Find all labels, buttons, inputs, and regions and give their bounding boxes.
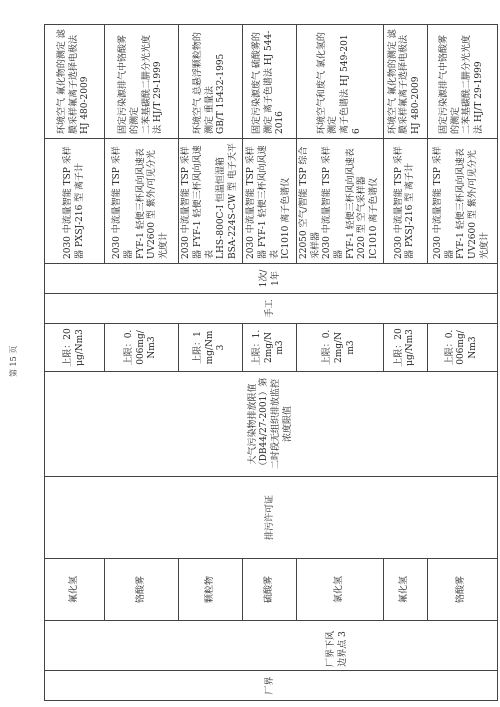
- analysis-method-cell: 固定污染源废气 硫酸雾的测定 离子色谱法 HJ 544-2016: [243, 25, 297, 139]
- table-row: [297, 25, 384, 701]
- pollutant-cell: 氟化氢: [45, 559, 105, 621]
- table-row: [243, 25, 297, 701]
- analysis-method-cell: 固定污染源排气中铬酸雾的测定 二苯基碳酰二肼分光光度法 HJ/T 29-1999: [105, 25, 179, 139]
- monitoring-table: [44, 24, 498, 701]
- instrument-cell: 2030 中流量智能 TSP 采样器 FYF-1 轻便三杯风向风速表 LHS-800C-I 恒温恒湿箱 BSA-224S-CW 型 电子天平: [179, 139, 243, 264]
- instrument-cell: 2030 中流量智能 TSP 采样器 FYF-1 轻便三杯风向风速表 UV2600 型 紫外/可见分光光度计: [427, 139, 497, 264]
- pollutant-cell: 硫酸雾: [243, 559, 297, 621]
- category-cell: 厂界: [45, 671, 498, 701]
- pollutant-cell: 氟化氢: [383, 559, 427, 621]
- standard-limits-cell: 大气污染物排放限值（DB44/27-2001）第二时段无组织排放监控浓度限值: [45, 372, 498, 477]
- table-row: [427, 25, 497, 701]
- instrument-cell: 2030 中流量智能 TSP 采样器 PXSJ-216 型 离子计: [45, 139, 105, 264]
- method-cell: 手工: [45, 294, 498, 324]
- table-row: [105, 25, 179, 701]
- standard-name-cell: 排污许可证: [45, 477, 498, 559]
- detection-limit-cell: 上限：20μg/Nm3: [45, 324, 105, 372]
- table-row: [383, 25, 427, 701]
- detection-limit-cell: 上限：0.006mg/Nm3: [427, 324, 497, 372]
- analysis-method-cell: 环境空气 总悬浮颗粒物的测定 重量法 GB/T 15432-1995: [179, 25, 243, 139]
- detection-limit-cell: 上限：0.006mg/Nm3: [105, 324, 179, 372]
- detection-limit-cell: 上限：1mg/Nm3: [179, 324, 243, 372]
- instrument-cell: 2030 中流量智能 TSP 采样器 FYF-1 轻便三杯风向风速表 UV2600 型 紫外/可见分光光度计: [105, 139, 179, 264]
- page-number: 第 15 页: [9, 345, 18, 377]
- analysis-method-cell: 固定污染源排气中铬酸雾的测定 二苯基碳酰二肼分光光度法 HJ/T 29-1999: [427, 25, 497, 139]
- detection-limit-cell: 上限：1.2mg/Nm3: [243, 324, 297, 372]
- location-cell: [45, 621, 498, 671]
- detection-limit-cell: 上限：0.2mg/Nm3: [297, 324, 384, 372]
- table-row: [45, 25, 105, 701]
- instrument-cell: 2030 中流量智能 TSP 采样器 FYF-1 轻便三杯风向风速表 IC1010 离子色谱仪: [243, 139, 297, 264]
- analysis-method-cell: 环境空气 氟化物的测定 滤膜采样氟离子选择电极法 HJ 480-2009: [383, 25, 427, 139]
- pollutant-cell: 颗粒物: [179, 559, 243, 621]
- analysis-method-cell: 环境空气和废气 氯化氢的测定 离子色谱法 HJ 549-2016: [297, 25, 384, 139]
- analysis-method-cell: 环境空气 氟化物的测定 滤膜采样氟离子选择电极法 HJ 480-2009: [45, 25, 105, 139]
- frequency-cell: 1次/1年: [45, 264, 498, 294]
- pollutant-cell: 铬酸雾: [427, 559, 497, 621]
- table-row: [179, 25, 243, 701]
- instrument-cell: 2030 中流量智能 TSP 采样器 PXSJ-216 型 离子计: [383, 139, 427, 264]
- pollutant-cell: 铬酸雾: [105, 559, 179, 621]
- location-label: 厂界下风边界点 3: [326, 631, 348, 668]
- pollutant-cell: 氯化氢: [297, 559, 384, 621]
- instrument-cell: 22050 空气/智能 TSP 综合采样器 2030 中流量智能 TSP 采样器 FYF-1 轻便三杯风向风速表 2020 型 空气采样器 IC1010 离子色谱仪: [297, 139, 384, 264]
- detection-limit-cell: 上限：20μg/Nm3: [383, 324, 427, 372]
